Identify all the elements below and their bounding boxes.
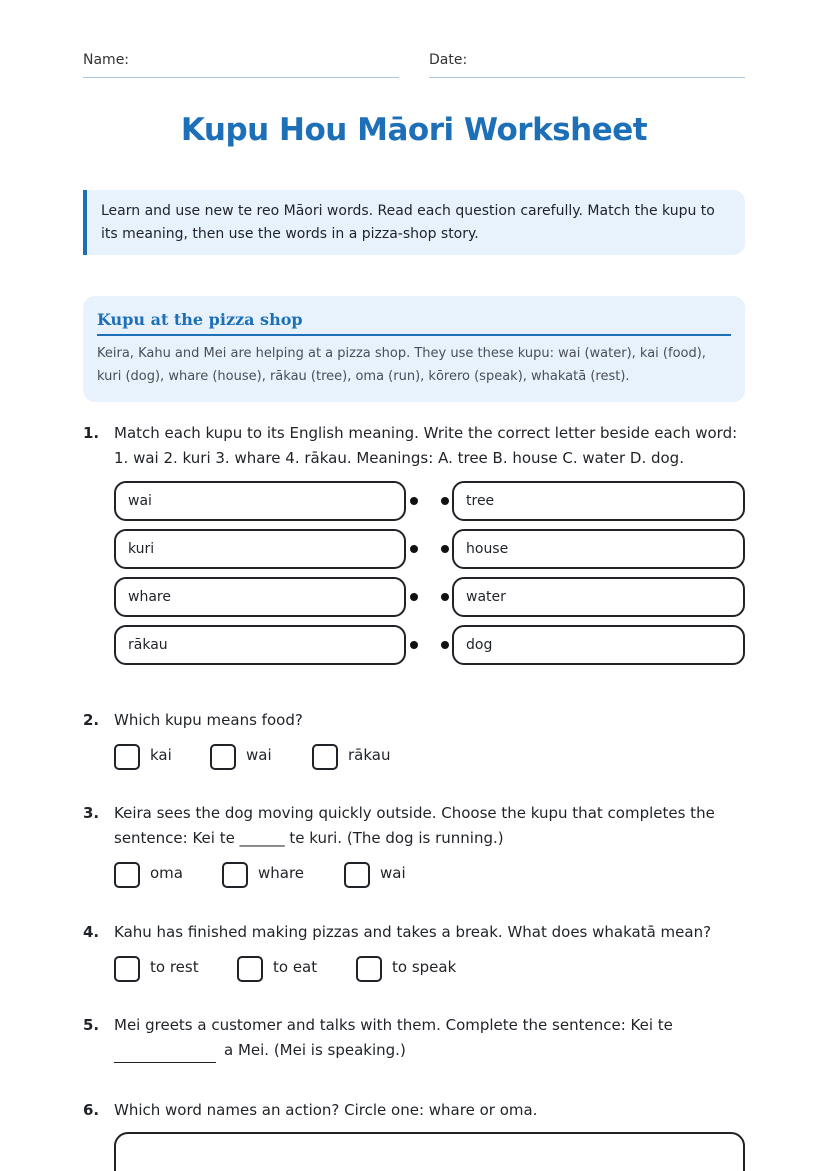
vocab-text: Keira, Kahu and Mei are helping at a pizza shop. They use these kupu: wai (water), kai (food), kuri (dog), whare (house), rākau (tree), oma (run), kōrero (speak), whakatā (rest). [97,346,706,384]
question-number: 6. [83,1101,100,1119]
match-word[interactable]: wai [114,481,406,521]
match-row [114,625,745,665]
option-label: wai [380,864,406,882]
question-text-a: Mei greets a customer and talks with them. Complete the sentence: Kei te [114,1016,673,1034]
options-group [114,743,434,771]
question-number: 1. [83,424,100,442]
name-date-row [83,52,745,78]
match-word[interactable]: whare [114,577,406,617]
question-2 [83,708,745,733]
connector-dot[interactable] [410,593,418,601]
option-label: whare [258,864,305,882]
question-6 [83,1098,745,1123]
connector-dot[interactable] [410,545,418,553]
match-row [114,529,745,569]
option-label: to rest [150,958,199,976]
match-meaning[interactable]: dog [452,625,745,665]
checkbox[interactable] [237,956,263,982]
checkbox[interactable] [114,862,140,888]
connector-dot[interactable] [441,593,449,601]
vocab-title: Kupu at the pizza shop [97,310,731,336]
option-label: wai [246,746,272,764]
question-text [114,1013,745,1063]
name-label: Name: [83,52,130,68]
checkbox[interactable] [222,862,248,888]
checkbox[interactable] [356,956,382,982]
date-label: Date: [429,52,468,68]
checkbox[interactable] [344,862,370,888]
intro-callout: Learn and use new te reo Māori words. Read each question carefully. Match the kupu to its meaning, then use the words in a pizza-shop story. [83,190,745,255]
match-word[interactable]: kuri [114,529,406,569]
question-number: 4. [83,923,100,941]
question-1 [83,421,745,471]
checkbox[interactable] [312,744,338,770]
question-number: 3. [83,804,100,822]
match-word[interactable]: rākau [114,625,406,665]
worksheet-title: Kupu Hou Māori Worksheet [180,112,648,148]
date-field[interactable] [429,52,745,78]
match-row [114,577,745,617]
question-number: 2. [83,711,100,729]
question-3 [83,801,745,851]
checkbox[interactable] [114,956,140,982]
question-text: Kahu has finished making pizzas and takes a break. What does whakatā mean? [114,923,712,941]
options-group [114,955,494,983]
option-label: oma [150,864,183,882]
question-text: Which word names an action? Circle one: whare or oma. [114,1101,538,1119]
answer-blank[interactable] [114,1045,216,1063]
question-5 [83,1013,745,1063]
options-group [114,861,454,889]
match-meaning[interactable]: tree [452,481,745,521]
connector-dot[interactable] [441,641,449,649]
name-field[interactable] [83,52,399,78]
connector-dot[interactable] [410,497,418,505]
question-text: Keira sees the dog moving quickly outside. Choose the kupu that completes the sentence: Kei te ______ te kuri. (The dog is running.) [114,804,715,847]
answer-box[interactable] [114,1132,745,1171]
checkbox[interactable] [114,744,140,770]
question-number: 5. [83,1016,100,1034]
option-label: rākau [348,746,391,764]
option-label: to eat [273,958,318,976]
checkbox[interactable] [210,744,236,770]
match-meaning[interactable]: water [452,577,745,617]
connector-dot[interactable] [441,545,449,553]
question-text: Which kupu means food? [114,711,303,729]
question-text: Match each kupu to its English meaning. Write the correct letter beside each word: 1. wai 2. kuri 3. whare 4. rākau. Meanings: A. tree B. house C. water D. dog. [114,424,738,467]
option-label: kai [150,746,172,764]
option-label: to speak [392,958,457,976]
vocab-box [83,296,745,402]
connector-dot[interactable] [410,641,418,649]
connector-dot[interactable] [441,497,449,505]
match-meaning[interactable]: house [452,529,745,569]
match-row [114,481,745,521]
question-4 [83,920,745,945]
question-text-b: a Mei. (Mei is speaking.) [224,1041,406,1059]
